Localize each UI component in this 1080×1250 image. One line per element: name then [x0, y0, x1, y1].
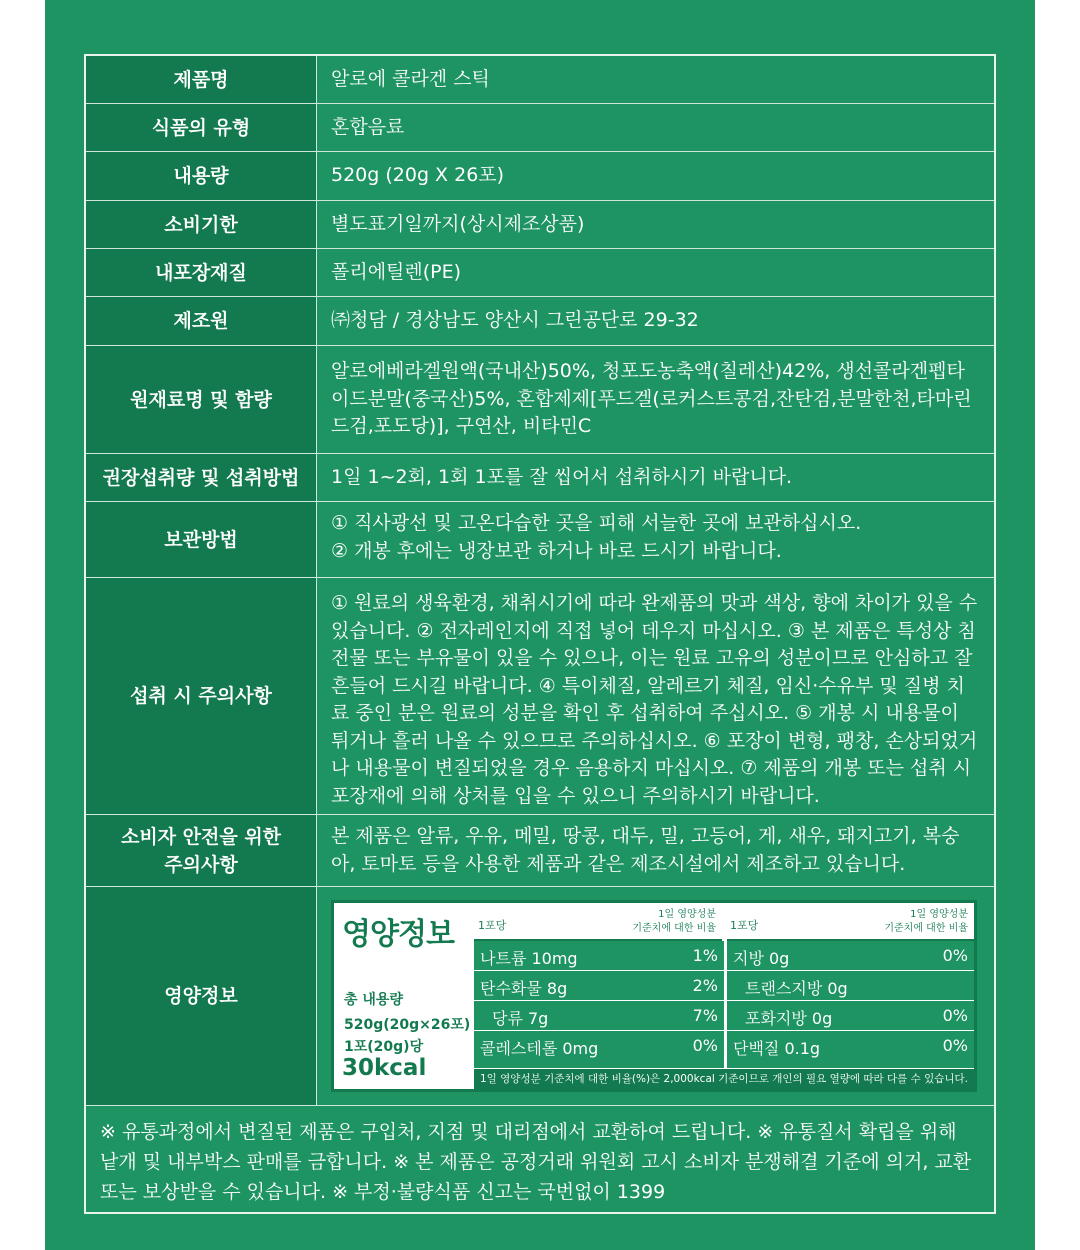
row-value: 520g (20g X 26포): [316, 152, 994, 200]
row-label: 보관방법: [86, 502, 316, 577]
nutrition-grid: [474, 905, 974, 1089]
storage-line: ② 개봉 후에는 냉장보관 하거나 바로 드시기 바랍니다.: [331, 539, 782, 562]
row-precautions: [86, 578, 994, 815]
nutrient-row: 지방 0g 0%: [727, 941, 974, 971]
row-label: [86, 815, 316, 886]
row-value: ㈜청담 / 경상남도 양산시 그린공단로 29-32: [316, 297, 994, 345]
nutrition-facts-box: [331, 900, 977, 1092]
row-ingredients: [86, 346, 994, 454]
row-label: 식품의 유형: [86, 104, 316, 151]
row-label: 제조원: [86, 297, 316, 345]
nutrient-row: 단백질 0.1g 0%: [727, 1031, 974, 1069]
row-label: 소비기한: [86, 201, 316, 248]
label-line: 주의사항: [164, 853, 238, 876]
row-label: 섭취 시 주의사항: [86, 578, 316, 814]
nutrition-title: 영양정보: [342, 917, 454, 952]
nutrition-header-right: [726, 905, 974, 941]
row-value: 알로에베라겔원액(국내산)50%, 청포도농축액(칠레산)42%, 생선콜라겐펩타이드분말(중국산)5%, 혼합제제[푸드겔(로커스트콩검,잔탄검,분말한천,타마린드검,포도당)], 구연산, 비타민C: [316, 346, 994, 453]
header-daily-value: 1일 영양성분 기준치에 대한 비율: [632, 909, 716, 934]
row-intake: [86, 454, 994, 502]
header-per-serving: 1포당: [730, 919, 759, 932]
column-divider: [724, 905, 727, 1069]
row-value: 폴리에틸렌(PE): [316, 249, 994, 296]
row-manufacturer: [86, 297, 994, 346]
calories: 30kcal: [342, 1055, 427, 1081]
row-value: 혼합음료: [316, 104, 994, 151]
nutrient-row: 콜레스테롤 0mg 0%: [474, 1031, 724, 1069]
total-value: 520g(20g×26포): [344, 1017, 471, 1033]
row-label: 원재료명 및 함량: [86, 346, 316, 453]
header-daily-value: 1일 영양성분 기준치에 대한 비율: [884, 909, 968, 934]
header-per-serving: 1포당: [478, 919, 507, 932]
nutrient-row: 포화지방 0g 0%: [727, 1001, 974, 1031]
nutrition-header-left: [474, 905, 722, 941]
total-label: 총 내용량: [344, 992, 403, 1008]
row-value: 알로에 콜라겐 스틱: [316, 56, 994, 103]
nutrition-summary: [334, 903, 474, 1089]
nutrient-row: 당류 7g 7%: [474, 1001, 724, 1031]
nutrient-row: 탄수화물 8g 2%: [474, 971, 724, 1001]
row-label: 영양정보: [86, 887, 316, 1105]
row-expiry: [86, 201, 994, 249]
nutrition-footnote: 1일 영양성분 기준치에 대한 비율(%)은 2,000kcal 기준이므로 개인의 필요 열량에 따라 다를 수 있습니다.: [474, 1069, 974, 1089]
row-value: ① 원료의 생육환경, 채취시기에 따라 완제품의 맛과 색상, 향에 차이가 있을 수 있습니다. ② 전자레인지에 직접 넣어 데우지 마십시오. ③ 본 제품은 특성상 침전물 또는 부유물이 있을 수 있으나, 이는 원료 고유의 성분이므로 안심하고 잘 흔들어 드시길 바랍니다. ④ 특이체질, 알레르기 체질, 임신·수유부 및 질병 치료 중인 분은 원료의 성분을 확인 후 섭취하여 주십시오. ⑤ 개봉 시 내용물이 튀거나 흘러 나올 수 있으므로 주의하십시오. ⑥ 포장이 변형, 팽창, 손상되었거나 내용물이 변질되었을 경우 음용하지 마십시오. ⑦ 제품의 개봉 또는 섭취 시 포장재에 의해 상처를 입을 수 있으니 주의하시기 바랍니다.: [316, 578, 994, 814]
row-value: [316, 502, 994, 577]
label-line: 소비자 안전을 위한: [120, 825, 282, 848]
row-food-type: [86, 104, 994, 152]
row-label: 권장섭취량 및 섭취방법: [86, 454, 316, 501]
row-value: 본 제품은 알류, 우유, 메밀, 땅콩, 대두, 밀, 고등어, 게, 새우, 돼지고기, 복숭아, 토마토 등을 사용한 제품과 같은 제조시설에서 제조하고 있습니다.: [316, 815, 994, 886]
row-value: 별도표기일까지(상시제조상품): [316, 201, 994, 248]
per-serving: 1포(20g)당: [344, 1039, 424, 1055]
nutrient-row: 트랜스지방 0g: [727, 971, 974, 1001]
row-content-amount: [86, 152, 994, 201]
row-packaging: [86, 249, 994, 297]
row-consumer-safety: [86, 815, 994, 887]
row-value: 1일 1~2회, 1회 1포를 잘 씹어서 섭취하시기 바랍니다.: [316, 454, 994, 501]
storage-line: ① 직사광선 및 고온다습한 곳을 피해 서늘한 곳에 보관하십시오.: [331, 512, 862, 534]
row-product-name: [86, 56, 994, 104]
row-storage: [86, 502, 994, 578]
row-label: 내포장재질: [86, 249, 316, 296]
row-label: 내용량: [86, 152, 316, 200]
nutrient-row: 나트륨 10mg 1%: [474, 941, 724, 971]
footer-note: ※ 유통과정에서 변질된 제품은 구입처, 지점 및 대리점에서 교환하여 드립니다. ※ 유통질서 확립을 위해 낱개 및 내부박스 판매를 금합니다. ※ 본 제품은 공정거래 위원회 고시 소비자 분쟁해결 기준에 의거, 교환 또는 보상받을 수 있습니다. ※ 부정·불량식품 신고는 국번없이 1399: [100, 1121, 972, 1203]
row-label: 제품명: [86, 56, 316, 103]
